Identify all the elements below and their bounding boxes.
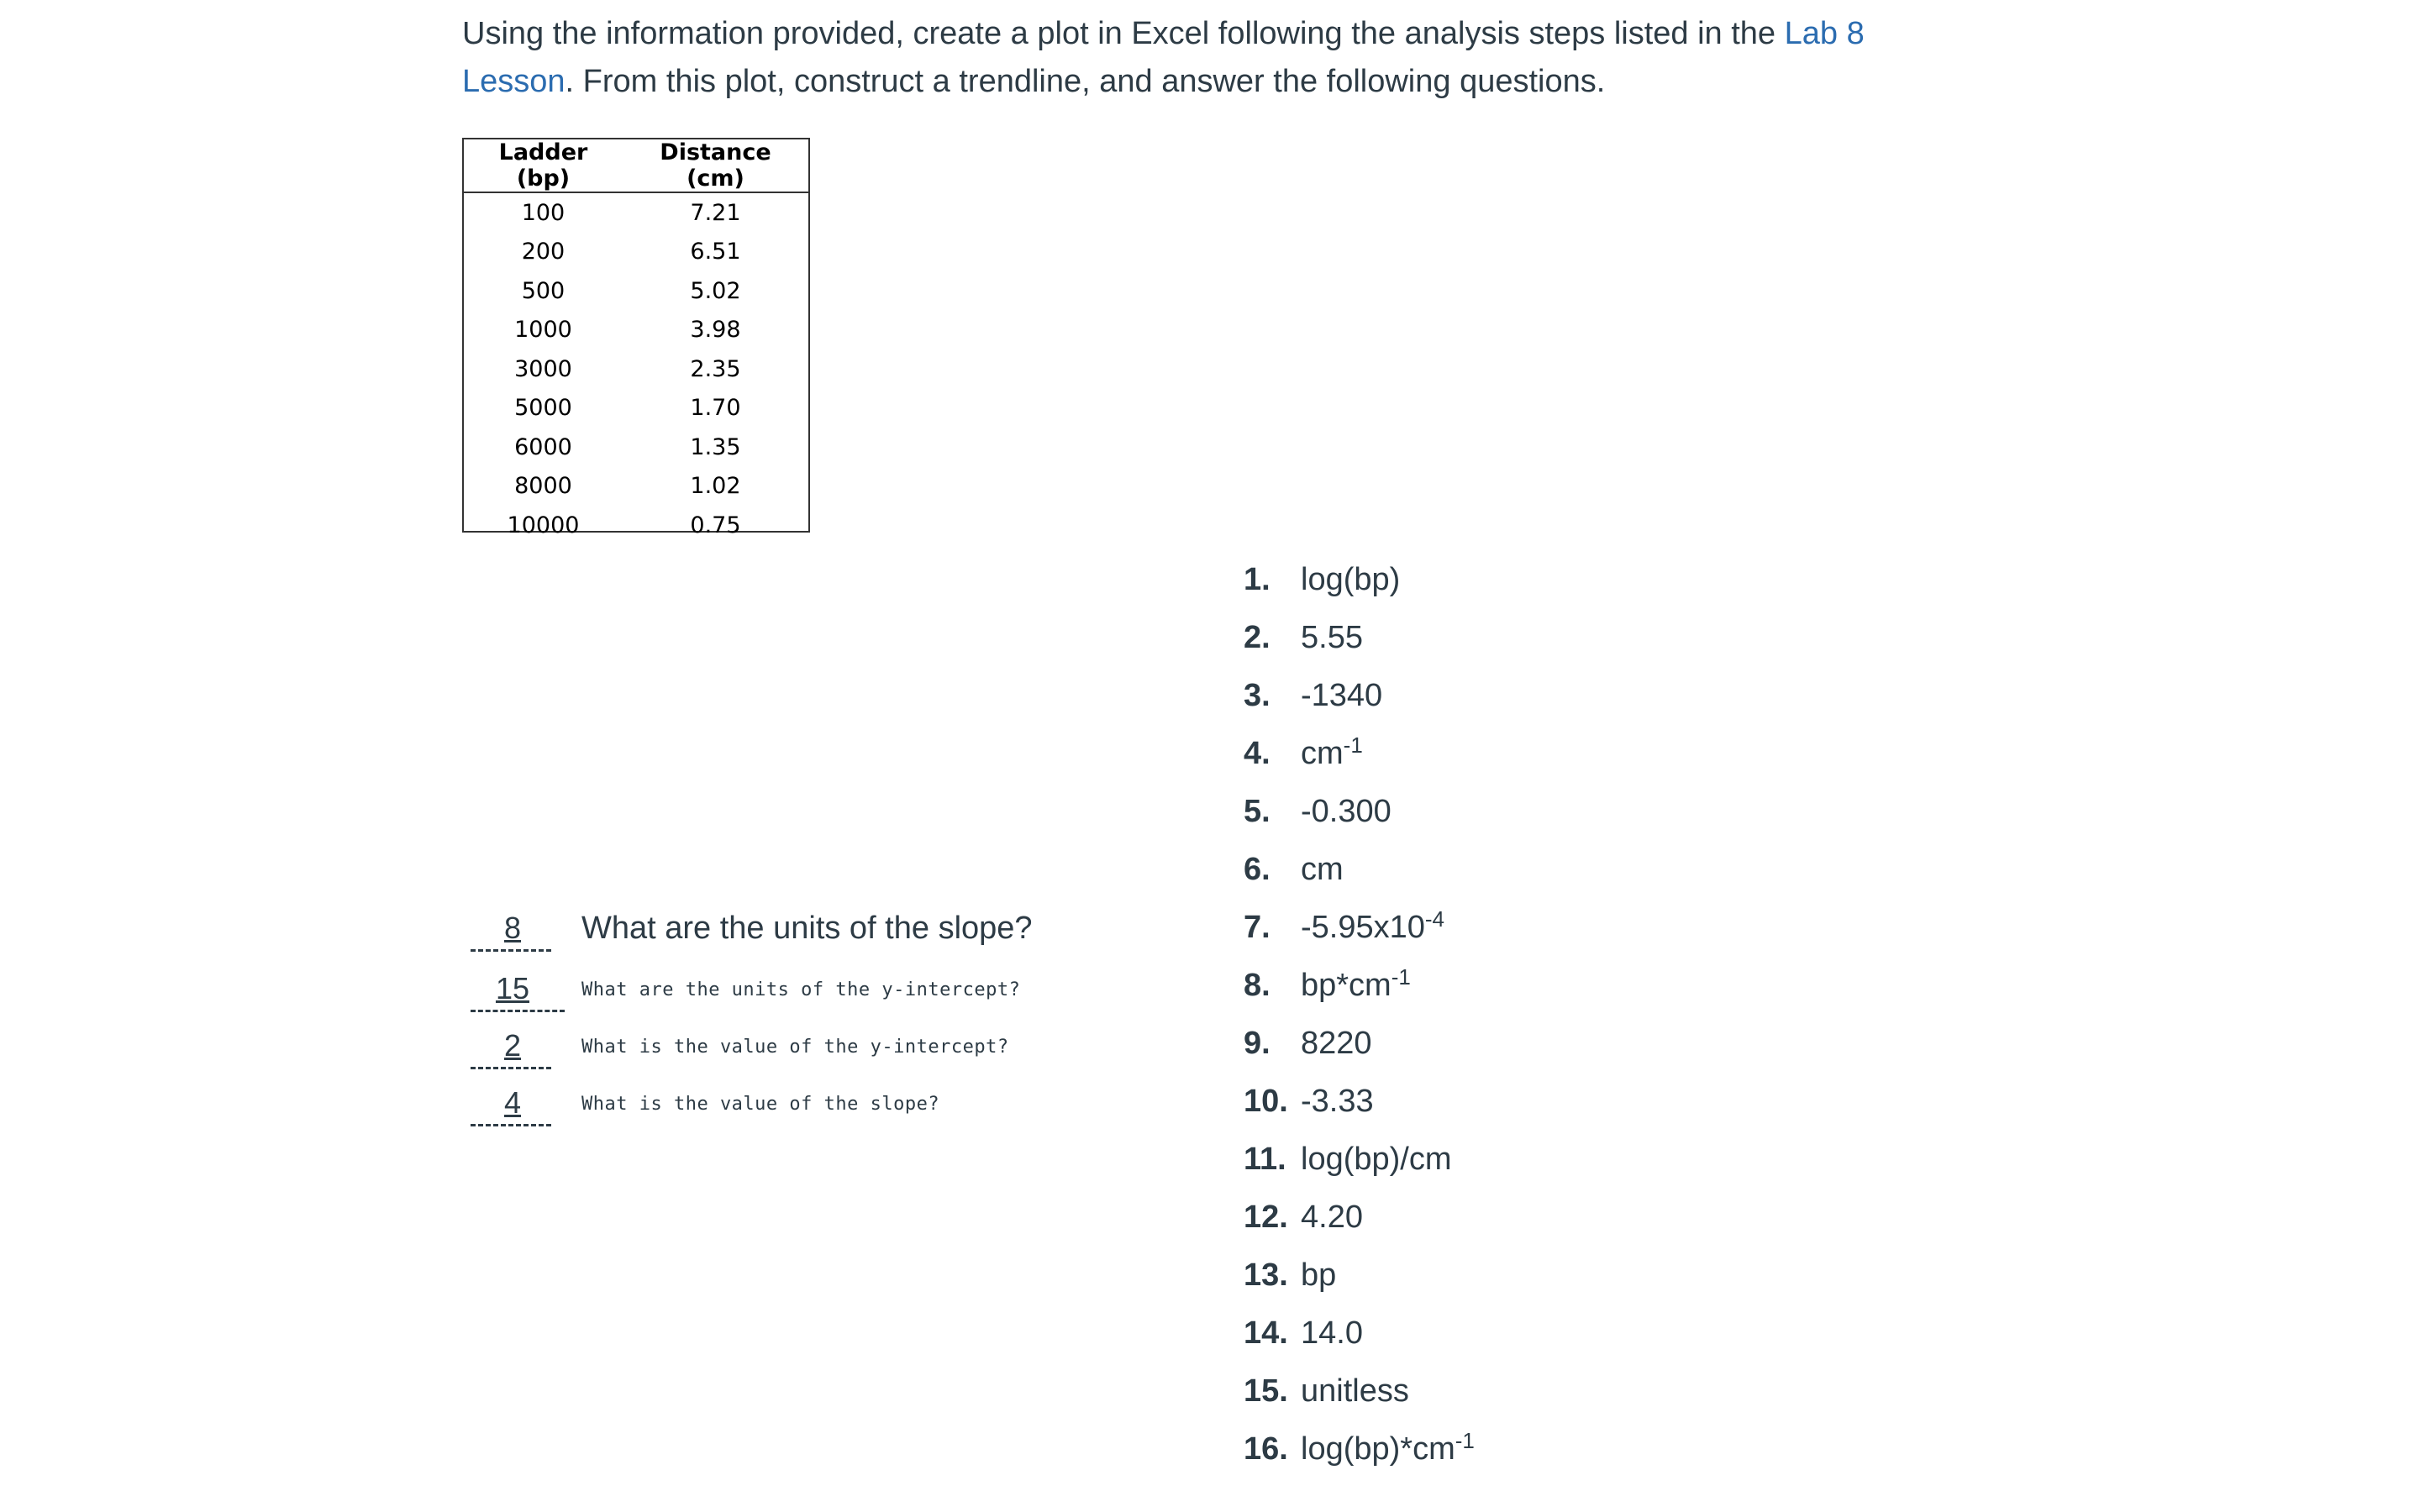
choice-value: 5.55	[1301, 620, 1363, 655]
choice-value: -3.33	[1301, 1084, 1374, 1119]
cell-ladder: 10000	[507, 512, 580, 538]
cell-distance: 1.02	[690, 473, 741, 500]
table-header-row	[464, 139, 808, 192]
choice-number: 10.	[1244, 1084, 1288, 1119]
list-item	[1244, 725, 1475, 783]
intro-paragraph	[462, 10, 1941, 106]
list-item	[1244, 1362, 1475, 1420]
list-item	[1244, 957, 1475, 1015]
cell-distance: 1.70	[690, 395, 741, 422]
choice-value: $\log(bp)*cm^{-1}$	[1301, 1428, 1475, 1467]
answer-blank-dashes	[471, 1124, 551, 1126]
list-item	[1244, 841, 1475, 899]
cell-ladder: 8000	[514, 473, 572, 500]
question-text: What are the units of the slope?	[581, 911, 1033, 946]
list-item	[1244, 609, 1475, 667]
ladder-data-table	[464, 139, 808, 545]
cell-distance: 6.51	[690, 239, 741, 265]
intro-text-before: Using the information provided, create a plot in Excel following the analysis steps listed in the	[462, 16, 1785, 51]
choice-number: 9.	[1244, 1026, 1270, 1061]
choice-number: 13.	[1244, 1257, 1288, 1293]
choice-value: -1340	[1301, 678, 1383, 713]
cell-ladder: 1000	[514, 317, 572, 344]
choice-value: bp	[1301, 1257, 1337, 1293]
choice-value: unitless	[1301, 1373, 1409, 1409]
cell-ladder: 100	[521, 199, 566, 226]
choice-number: 3.	[1244, 678, 1270, 713]
choice-value: 14.0	[1301, 1315, 1363, 1351]
cell-distance: 3.98	[690, 317, 741, 344]
cell-distance: 1.35	[690, 433, 741, 460]
answer-blank-dashes	[471, 1067, 551, 1069]
list-item	[1244, 1420, 1475, 1478]
list-item	[1244, 1073, 1475, 1131]
answer-blank[interactable]: 4	[503, 1085, 522, 1120]
choice-number: 5.	[1244, 794, 1270, 829]
cell-ladder: 500	[521, 277, 566, 304]
ladder-table	[462, 138, 810, 538]
answer-blank[interactable]: 2	[503, 1028, 522, 1063]
list-item	[1244, 1247, 1475, 1305]
table-row	[464, 311, 808, 350]
list-item	[1244, 1305, 1475, 1362]
choice-number: 8.	[1244, 968, 1270, 1003]
choice-number: 15.	[1244, 1373, 1288, 1409]
answer-blank-dashes	[471, 1010, 565, 1012]
choice-value: cm	[1301, 852, 1344, 887]
choice-number: 6.	[1244, 852, 1270, 887]
choice-value: -0.300	[1301, 794, 1392, 829]
answer-blank-dashes	[471, 949, 551, 952]
cell-ladder: 200	[521, 239, 566, 265]
list-item	[1244, 783, 1475, 841]
choice-number: 12.	[1244, 1200, 1288, 1235]
table-row	[464, 233, 808, 272]
table-row	[464, 271, 808, 311]
answer-choices-list	[1244, 551, 1475, 1478]
header-ladder: Ladder (bp)	[464, 139, 623, 192]
choice-number: 2.	[1244, 620, 1270, 655]
table-row	[464, 349, 808, 389]
choice-number: 16.	[1244, 1431, 1288, 1467]
table-row	[464, 428, 808, 467]
question-text: What is the value of the slope?	[581, 1094, 940, 1115]
choice-value: $bp*cm^{-1}$	[1301, 964, 1411, 1003]
list-item	[1244, 1131, 1475, 1189]
cell-distance: 2.35	[690, 355, 741, 382]
choice-value: 4.20	[1301, 1200, 1363, 1235]
list-item	[1244, 899, 1475, 957]
choice-value: 8220	[1301, 1026, 1372, 1061]
header-distance: Distance (cm)	[623, 139, 808, 192]
answer-blank[interactable]: 8	[503, 911, 522, 945]
choice-value: log(bp)/cm	[1301, 1142, 1452, 1177]
list-item	[1244, 667, 1475, 725]
list-item	[1244, 551, 1475, 609]
cell-distance: 7.21	[690, 199, 741, 226]
intro-text-after: . From this plot, construct a trendline, and answer the following questions.	[565, 64, 1606, 99]
choice-value: $-5.95x10^{-4}$	[1301, 906, 1445, 945]
question-text: What are the units of the y-intercept?	[581, 979, 1021, 1000]
question-text: What is the value of the y-intercept?	[581, 1037, 1009, 1058]
list-item	[1244, 1015, 1475, 1073]
choice-value: log(bp)	[1301, 562, 1401, 597]
table-row	[464, 389, 808, 428]
answer-blank[interactable]: 15	[495, 971, 530, 1005]
cell-distance: 5.02	[690, 277, 741, 304]
choice-number: 14.	[1244, 1315, 1288, 1351]
cell-distance: 0.75	[690, 512, 741, 538]
cell-ladder: 3000	[514, 355, 572, 382]
choice-number: 7.	[1244, 910, 1270, 945]
list-item	[1244, 1189, 1475, 1247]
choice-number: 11.	[1244, 1142, 1286, 1177]
choice-number: 1.	[1244, 562, 1270, 597]
table-row	[464, 192, 808, 233]
cell-ladder: 5000	[514, 395, 572, 422]
table-row	[464, 467, 808, 507]
table-row	[464, 506, 808, 545]
choice-value: $cm^{-1}$	[1301, 732, 1363, 771]
lab-8-lesson-link[interactable]: Lab 8 Lesson	[462, 16, 1865, 99]
choice-number: 4.	[1244, 736, 1270, 771]
cell-ladder: 6000	[514, 433, 572, 460]
